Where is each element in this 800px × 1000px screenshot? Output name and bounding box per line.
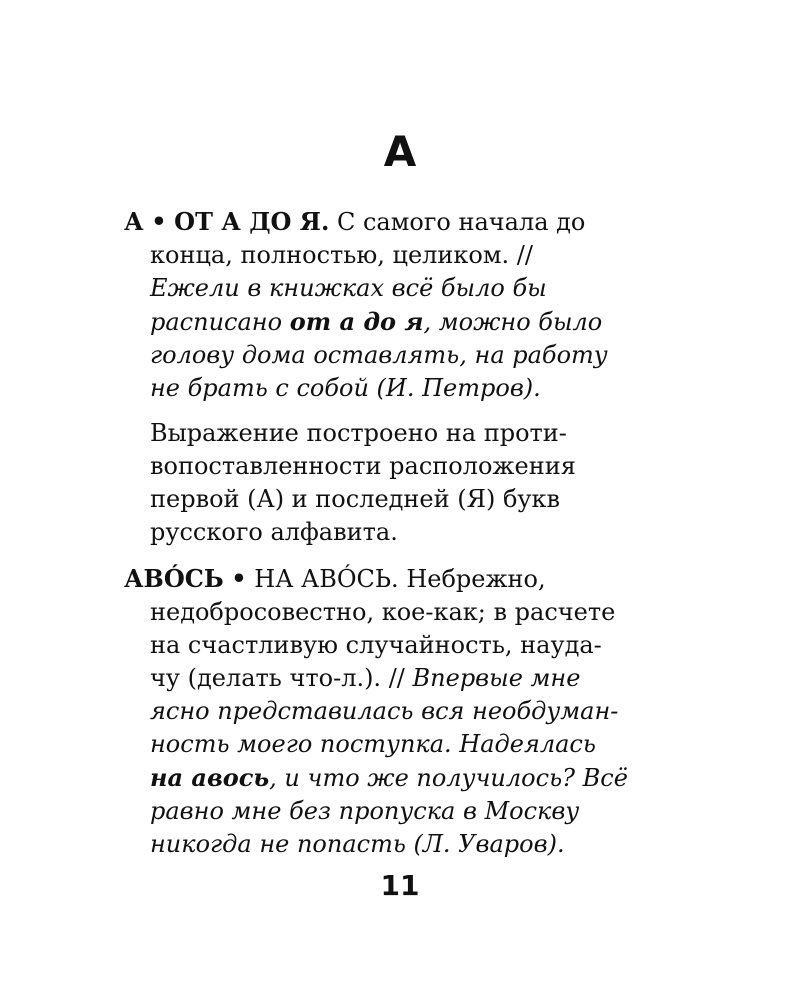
entry-line [124, 562, 644, 596]
example-text: равно мне без пропуска в Москву [150, 797, 580, 825]
note-line: вопоставленности расположения [150, 452, 576, 480]
example-text: ность моего поступка. Надеялась [150, 730, 596, 758]
entry-line [124, 339, 644, 372]
page-number: 11 [380, 869, 420, 902]
example-text: не брать с собой (И. Петров). [150, 374, 541, 402]
example-text: , можно было [423, 308, 603, 336]
example-separator: // [516, 241, 533, 269]
entry-line [124, 305, 644, 339]
note-line: русского алфавита. [150, 518, 398, 546]
definition-text: Небрежно, [406, 565, 546, 593]
entry-line [124, 662, 644, 695]
definition-text: недобросовестно, кое-как; в расчете [150, 598, 616, 626]
entry-headword: АВÓСЬ [124, 564, 224, 593]
example-text: ясно представилась вся необдуман- [150, 697, 619, 725]
entry-line [124, 828, 644, 861]
section-letter-heading: А [383, 127, 417, 176]
example-text: расписано [150, 308, 283, 336]
definition-text: чу (делать что-л.). [150, 664, 382, 692]
note-line: Выражение построено на проти- [150, 419, 567, 447]
example-highlight: на авось [150, 763, 270, 792]
definition-text: на счастливую случайность, науда- [150, 631, 602, 659]
entry-phrase: ОТ А ДО Я. [174, 207, 330, 236]
definition-text: конца, полностью, целиком. [150, 241, 510, 269]
example-separator: // [388, 664, 405, 692]
entry-line [124, 596, 644, 629]
entry-line [124, 239, 644, 272]
etymology-note [124, 417, 670, 549]
entry-line [124, 629, 644, 662]
entry-phrase: НА АВÓСЬ. [254, 565, 399, 593]
example-text: никогда не попасть (Л. Уваров). [150, 830, 565, 858]
example-text: голову дома оставлять, на работу [150, 341, 608, 369]
bullet: • [151, 207, 167, 236]
entry-line [124, 728, 644, 761]
dictionary-entry-avos [124, 562, 644, 861]
entry-headword: А [124, 207, 144, 236]
entry-line [124, 695, 644, 728]
example-highlight: от а до я [289, 307, 424, 336]
example-text: Ежели в книжках всё было бы [150, 274, 547, 302]
definition-text: С самого начала до [336, 208, 586, 236]
dictionary-entry-a [124, 205, 644, 405]
entry-line [124, 795, 644, 828]
entry-line [124, 272, 644, 305]
note-line: первой (А) и последней (Я) букв [150, 485, 561, 513]
bullet: • [231, 564, 247, 593]
example-text: Впервые мне [412, 664, 581, 692]
entry-line [124, 761, 644, 795]
entry-line [124, 205, 644, 239]
entry-line [124, 372, 644, 405]
example-text: , и что же получилось? Всё [269, 764, 628, 792]
